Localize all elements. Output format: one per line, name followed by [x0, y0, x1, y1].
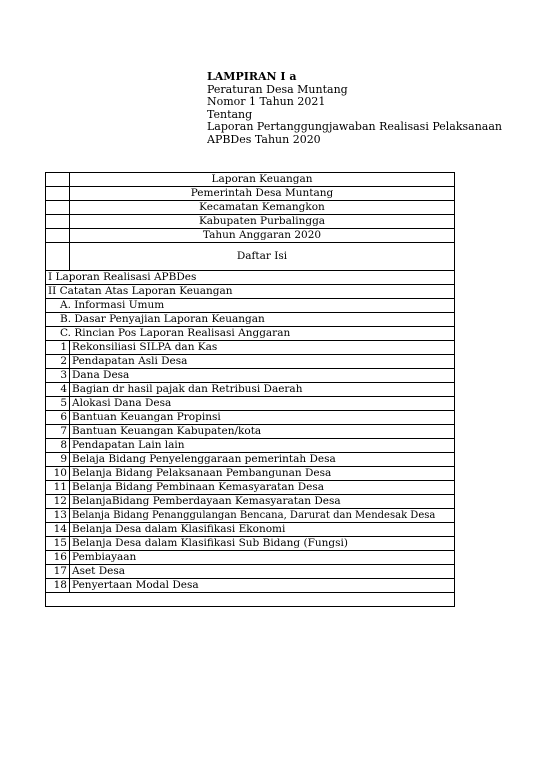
heading-cell: Tahun Anggaran 2020 — [70, 229, 455, 243]
heading-row — [46, 229, 455, 243]
item-text: BelanjaBidang Pemberdayaan Kemasyaratan Desa — [70, 495, 455, 509]
item-text: Belanja Desa dalam Klasifikasi Ekonomi — [70, 523, 455, 537]
item-number: 3 — [46, 369, 70, 383]
item-number: 2 — [46, 355, 70, 369]
list-item — [46, 453, 455, 467]
heading-row — [46, 187, 455, 201]
item-text: Pendapatan Lain lain — [70, 439, 455, 453]
item-number: 11 — [46, 481, 70, 495]
item-text: Belanja Bidang Pembinaan Kemasyaratan Desa — [70, 481, 455, 495]
list-item — [46, 551, 455, 565]
item-text: Belanja Desa dalam Klasifikasi Sub Bidang (Fungsi) — [70, 537, 455, 551]
list-item — [46, 537, 455, 551]
item-number: 17 — [46, 565, 70, 579]
heading-row — [46, 173, 455, 187]
document-header — [207, 71, 547, 146]
item-number: 9 — [46, 453, 70, 467]
heading-cell: Laporan Keuangan — [70, 173, 455, 187]
section-row — [46, 285, 455, 299]
item-number: 5 — [46, 397, 70, 411]
item-text: Bantuan Keuangan Propinsi — [70, 411, 455, 425]
heading-row — [46, 201, 455, 215]
subsection-row — [46, 313, 455, 327]
item-number: 7 — [46, 425, 70, 439]
header-line: Tentang — [207, 107, 253, 121]
item-text: Belanja Bidang Penanggulangan Bencana, Darurat dan Mendesak Desa — [70, 509, 455, 523]
table-of-contents — [45, 172, 455, 607]
subsection-row — [46, 327, 455, 341]
list-item — [46, 397, 455, 411]
blank-row — [46, 593, 455, 607]
item-number: 12 — [46, 495, 70, 509]
heading-cell: Pemerintah Desa Muntang — [70, 187, 455, 201]
item-text: Penyertaan Modal Desa — [70, 579, 455, 593]
subsection-row — [46, 299, 455, 313]
section-label: II Catatan Atas Laporan Keuangan — [46, 285, 455, 299]
subsection-label: B. Dasar Penyajian Laporan Keuangan — [46, 313, 455, 327]
list-item — [46, 369, 455, 383]
item-number: 4 — [46, 383, 70, 397]
list-item — [46, 439, 455, 453]
heading-cell: Kecamatan Kemangkon — [70, 201, 455, 215]
list-item — [46, 481, 455, 495]
header-line: Nomor 1 Tahun 2021 — [207, 95, 326, 108]
heading-row — [46, 215, 455, 229]
header-line: APBDes Tahun 2020 — [207, 132, 321, 146]
daftar-isi-row — [46, 243, 455, 271]
subsection-label: C. Rincian Pos Laporan Realisasi Anggaran — [46, 327, 455, 341]
item-number: 10 — [46, 467, 70, 481]
item-text: Pendapatan Asli Desa — [70, 355, 455, 369]
item-number: 1 — [46, 341, 70, 355]
daftar-isi-title: Daftar Isi — [70, 243, 455, 271]
header-line: Laporan Pertanggungjawaban Realisasi Pelaksanaan — [207, 120, 502, 133]
item-number: 15 — [46, 537, 70, 551]
item-text: Alokasi Dana Desa — [70, 397, 455, 411]
item-number: 18 — [46, 579, 70, 593]
subsection-label: A. Informasi Umum — [46, 299, 455, 313]
item-text: Bagian dr hasil pajak dan Retribusi Daerah — [70, 383, 455, 397]
list-item — [46, 411, 455, 425]
list-item — [46, 355, 455, 369]
section-label: I Laporan Realisasi APBDes — [46, 271, 455, 285]
heading-cell: Kabupaten Purbalingga — [70, 215, 455, 229]
item-text: Belanja Bidang Pelaksanaan Pembangunan Desa — [70, 467, 455, 481]
item-number: 14 — [46, 523, 70, 537]
list-item — [46, 509, 455, 523]
item-number: 16 — [46, 551, 70, 565]
list-item — [46, 495, 455, 509]
section-row — [46, 271, 455, 285]
item-text: Aset Desa — [70, 565, 455, 579]
list-item — [46, 523, 455, 537]
list-item — [46, 341, 455, 355]
item-number: 6 — [46, 411, 70, 425]
list-item — [46, 383, 455, 397]
item-text: Bantuan Keuangan Kabupaten/kota — [70, 425, 455, 439]
item-text: Dana Desa — [70, 369, 455, 383]
list-item — [46, 579, 455, 593]
item-number: 13 — [46, 509, 70, 523]
list-item — [46, 467, 455, 481]
item-number: 8 — [46, 439, 70, 453]
header-line: Peraturan Desa Muntang — [207, 82, 348, 96]
list-item — [46, 425, 455, 439]
list-item — [46, 565, 455, 579]
appendix-title: LAMPIRAN I a — [207, 71, 297, 83]
item-text: Rekonsiliasi SILPA dan Kas — [70, 341, 455, 355]
item-text: Pembiayaan — [70, 551, 455, 565]
item-text: Belaja Bidang Penyelenggaraan pemerintah Desa — [70, 453, 455, 467]
